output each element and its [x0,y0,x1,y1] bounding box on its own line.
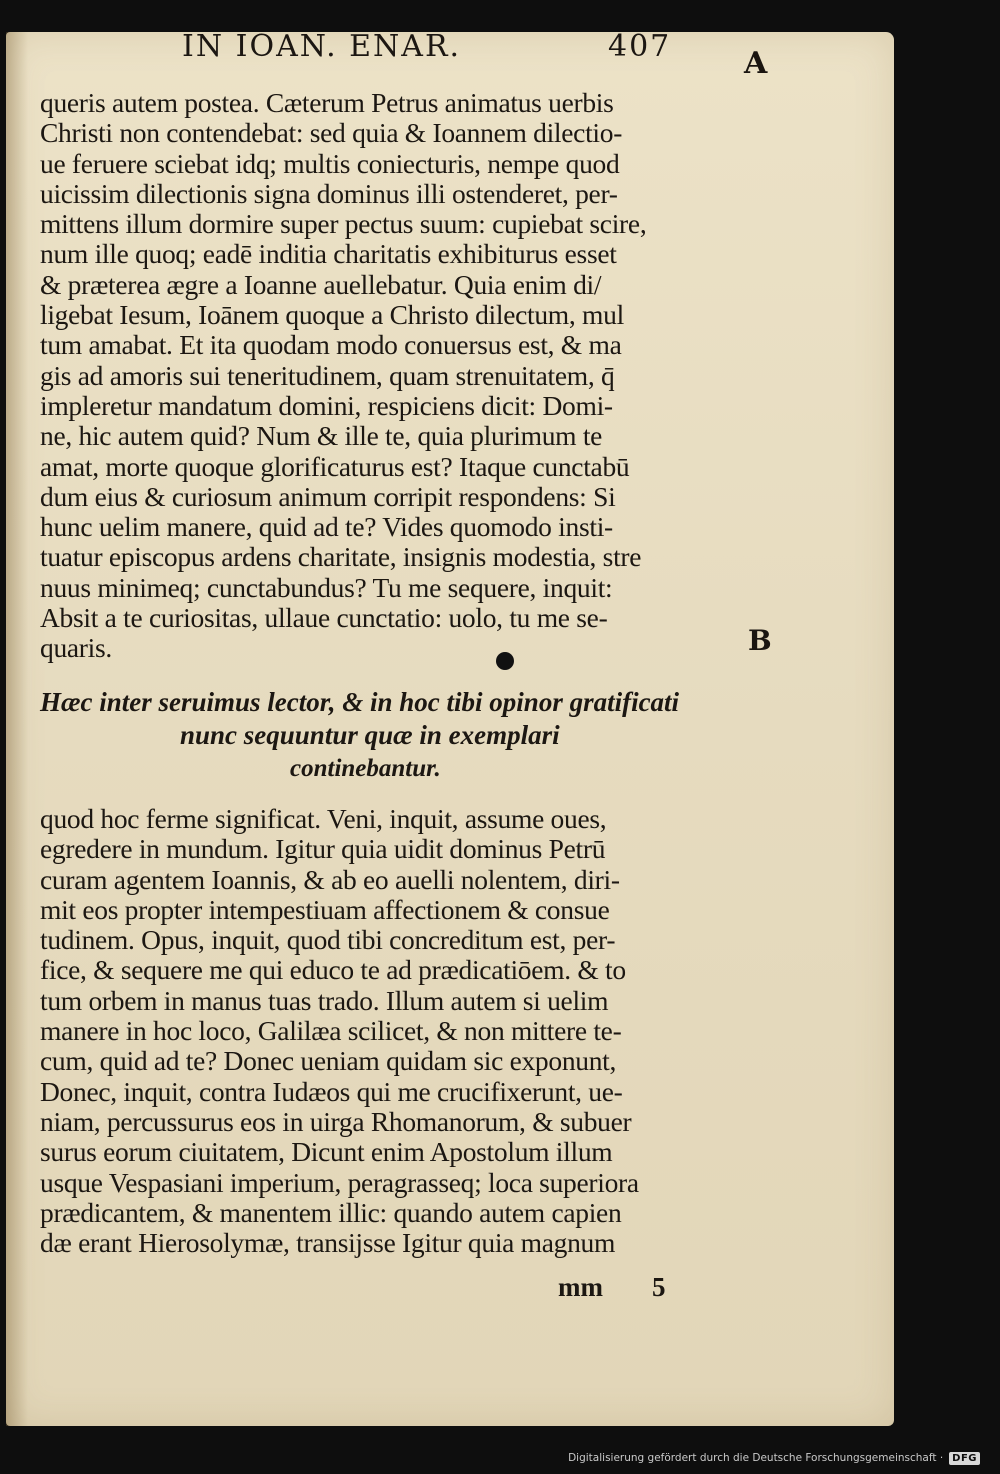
page-number: 407 [608,29,672,64]
credit-text: Digitalisierung gefördert durch die Deutsche Forschungsgemeinschaft · [568,1452,944,1464]
text-line: surus eorum ciuitatem, Dicunt enim Apostolum illum [40,1137,613,1168]
text-line: ne, hic autem quid? Num & ille te, quia plurimum te [40,421,603,452]
text-line: dæ erant Hierosolymæ, transijsse Igitur quia magnum [40,1228,616,1259]
text-line: fice, & sequere me qui educo te ad prædicatiōem. & to [40,955,626,986]
text-line: quod hoc ferme significat. Veni, inquit, assume oues, [40,804,607,834]
text-line: num ille quoq; eadē inditia charitatis exhibiturus esset [40,239,617,270]
dfg-logo: DFG [949,1452,980,1465]
text-line: amat, morte quoque glorificaturus est? Itaque cunctabū [40,451,630,482]
editorial-note [40,686,740,785]
text-line: manere in hoc loco, Galilæa scilicet, & non mittere te- [40,1016,622,1047]
text-line: mittens illum dormire super pectus suum: cupiebat scire, [40,209,647,240]
body-text-upper [40,88,740,664]
note-line: Hæc inter seruimus lector, & in hoc tibi opinor gratificati [40,687,680,717]
note-line: continebantur. [290,755,441,782]
text-line: egredere in mundum. Igitur quia uidit dominus Petrū [40,834,606,865]
text-line: usque Vespasiani imperium, peragrasseq; loca superiora [40,1167,639,1198]
text-line: queris autem postea. Cæterum Petrus animatus uerbis [40,88,614,118]
text-line: niam, percussurus eos in uirga Rhomanorum, & subuer [40,1106,632,1137]
text-line: gis ad amoris sui teneritudinem, quam strenuitatem, q̄ [40,360,615,391]
text-line: tudinem. Opus, inquit, quod tibi concreditum est, per- [40,925,616,956]
running-head: IN IOAN. ENAR. [182,29,462,64]
text-line: mit eos propter intempestiuam affectionem & consue [40,894,610,925]
text-line: Donec, inquit, contra Iudæos qui me crucifixerunt, ue- [40,1076,623,1107]
text-line: Christi non contendebat: sed quia & Ioannem dilectio- [40,118,623,149]
body-text-lower [40,804,740,1258]
text-line: ue feruere sciebat idq; multis coniecturis, nempe quod [40,148,620,179]
text-line: cum, quid ad te? Donec ueniam quidam sic exponunt, [40,1046,617,1077]
text-line: tum amabat. Et ita quodam modo conuersus est, & ma [40,330,622,361]
text-line: dum eius & curiosum animum corripit respondens: Si [40,481,616,512]
margin-mark-a: A [744,46,768,81]
text-line: uicissim dilectionis signa dominus illi ostenderet, per- [40,178,618,209]
signature-number: 5 [652,1272,666,1302]
text-line: curam agentem Ioannis, & ab eo auelli nolentem, diri- [40,864,620,895]
text-line: & præterea ægre a Ioanne auellebatur. Quia enim di/ [40,269,602,300]
text-line: tuatur episcopus ardens charitate, insignis modestia, stre [40,542,642,573]
text-line: tum orbem in manus tuas trado. Illum autem si uelim [40,985,609,1016]
page-spine-shadow [6,32,28,1426]
text-line: ligebat Iesum, Ioānem quoque a Christo dilectum, mul [40,300,624,331]
margin-mark-b: B [748,624,772,657]
text-line: quaris. [40,633,112,664]
text-line: hunc uelim manere, quid ad te? Vides quomodo insti- [40,512,613,543]
signature-letters: mm [558,1272,603,1302]
text-line: nuus minimeq; cunctabundus? Tu me sequere, inquit: [40,572,613,603]
text-line: Absit a te curiositas, ullaue cunctatio: uolo, tu me se- [40,603,608,634]
text-line: impleretur mandatum domini, respiciens dicit: Domi- [40,390,613,421]
digitization-credit [568,1448,980,1468]
ink-blot [496,652,514,670]
text-line: prædicantem, & manentem illic: quando autem capien [40,1197,622,1228]
note-line: nunc sequuntur quæ in exemplari [180,720,560,750]
